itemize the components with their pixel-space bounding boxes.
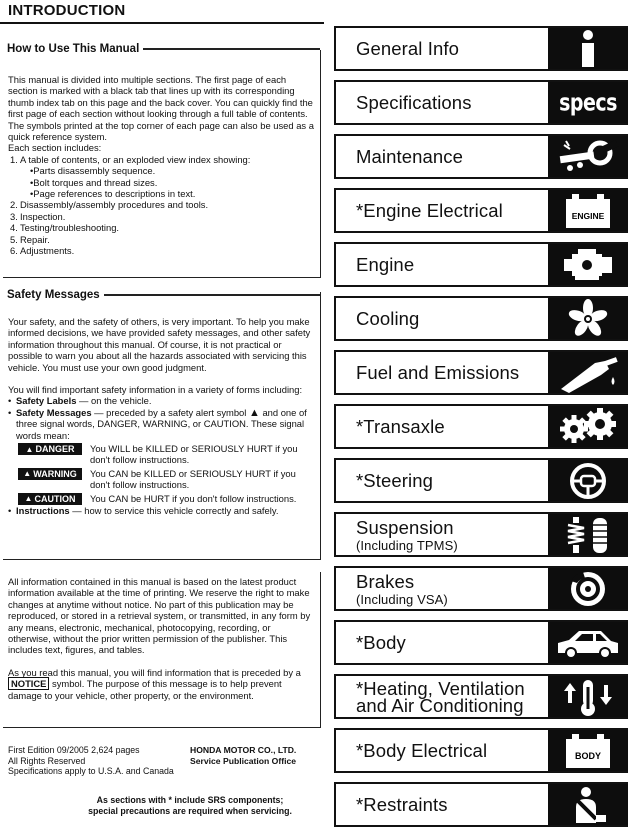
tab-hvac[interactable]: *Heating, Ventilation and Air Conditioning (334, 674, 628, 719)
tab-cooling[interactable]: Cooling (334, 296, 628, 341)
publisher-info: HONDA MOTOR CO., LTD. Service Publication Office (190, 745, 297, 766)
warning-badge: ▲ WARNING (18, 468, 82, 480)
tab-restraints[interactable]: *Restraints (334, 782, 628, 827)
tab-steering[interactable]: *Steering (334, 458, 628, 503)
tab-maintenance[interactable]: Maintenance (334, 134, 628, 179)
tab-engine[interactable]: Engine (334, 242, 628, 287)
thermometer-icon (556, 677, 620, 717)
car-body-icon (555, 623, 621, 663)
tab-body-electrical[interactable]: *Body Electrical BODY (334, 728, 628, 773)
list-item: • Safety Labels — on the vehicle. (8, 395, 314, 406)
fan-icon (567, 299, 609, 339)
info-icon (573, 29, 603, 69)
how-to-use-box (3, 43, 321, 278)
battery-label: ENGINE (571, 210, 605, 221)
fuel-nozzle-icon (555, 353, 621, 393)
battery-label: BODY (574, 750, 602, 761)
how-to-use-heading: How to Use This Manual (7, 43, 143, 55)
list-item: • Instructions — how to service this vehicle correctly and safely. (8, 505, 314, 516)
list-item: 1. A table of contents, or an exploded view index showing: • Parts disassembly sequence. • Bolt torques and thread sizes. • Page references to descriptions in text. (8, 154, 314, 200)
signal-row: ▲ WARNING You CAN be KILLED or SERIOUSLY HURT if you don't follow instructions. (8, 468, 314, 491)
tab-general-info[interactable]: General Info (334, 26, 628, 71)
warning-triangle-icon: ▲ (23, 469, 32, 479)
tab-engine-electrical[interactable]: *Engine Electrical ENGINE (334, 188, 628, 233)
list-item: 4. Testing/troubleshooting. (10, 222, 120, 234)
seatbelt-icon (566, 785, 610, 825)
wrench-icon (556, 137, 620, 177)
instructions-list (8, 505, 314, 516)
tab-transaxle[interactable]: *Transaxle (334, 404, 628, 449)
safety-paragraph: Your safety, and the safety of others, is very important. To help you make informed decisions, we have provided safety messages, and other safety information throughout this manual. Of course, it is not practical or possible to warn you about all the hazards associated with servicing this vehicle. You must use your own good judgment. (8, 316, 311, 373)
forms-intro: You will find important safety information in a variety of forms including: (8, 384, 303, 396)
battery-icon (563, 732, 613, 770)
steering-wheel-icon (568, 461, 608, 501)
sub-list (20, 165, 314, 199)
list-item: 5. Repair. (10, 233, 50, 245)
list-item: • Safety Messages — preceded by a safety alert symbol ▲ and one of three signal words, DANGER, WARNING, or CAUTION. These signal words mean: (8, 407, 314, 441)
title-rule (0, 22, 324, 24)
safety-heading: Safety Messages (7, 289, 104, 301)
gears-icon (556, 407, 620, 447)
safety-forms-list (8, 395, 314, 441)
sections-list (8, 154, 314, 257)
includes-intro: Each section includes: (8, 142, 102, 154)
battery-icon (563, 192, 613, 230)
list-item: 2. Disassembly/assembly procedures and tools. (10, 199, 209, 211)
notice-label: NOTICE (8, 677, 49, 690)
signal-row: ▲ CAUTION You CAN be HURT if you don't follow instructions. (8, 493, 314, 505)
sub-list-item: • Page references to descriptions in text. (30, 188, 314, 199)
how-to-paragraph: This manual is divided into multiple sections. The first page of each section is marked with a black tab that lines up with its corresponding thumb index tab on this page and the back cover. You can quickly find the first page of each section without looking through a full table of contents. The symbols printed at the top corner of each page can also be used as a quick reference system. (8, 74, 314, 143)
edition-info: First Edition 09/2005 2,624 pages All Rights Reserved Specifications apply to U.S.A. and Canada (8, 745, 174, 776)
brake-disc-icon (567, 569, 609, 609)
signal-row: ▲ DANGER You WILL be KILLED or SERIOUSLY HURT if you don't follow instructions. (8, 443, 314, 466)
srs-note: As sections with * include SRS components; special precautions are required when servicing. (88, 795, 292, 816)
notice-paragraph: As you read this manual, you will find information that is preceded by a NOTICE symbol. The purpose of this message is to help prevent damage to your vehicle, other property, or the environment. (8, 666, 301, 701)
tab-body[interactable]: *Body (334, 620, 628, 665)
safety-messages-box (3, 289, 321, 560)
suspension-icon (563, 515, 613, 555)
info-paragraph: All information contained in this manual is based on the latest product information available at the time of printing. We reserve the right to make changes at anytime without notice. No part of this publication may be reproduced, or stored in a retrieval system, or transmitted, in any form by any means, electronic, mechanical, photocopying, recording, or otherwise, without the prior written permission of the publisher. This includes text, figures, and tables. (8, 576, 311, 656)
caution-badge: ▲ CAUTION (18, 493, 82, 505)
list-item: 6. Adjustments. (10, 245, 75, 257)
warning-triangle-icon: ▲ (24, 494, 33, 504)
specs-icon: specs (559, 88, 617, 117)
sub-list-item: • Bolt torques and thread sizes. (30, 177, 314, 188)
info-box (3, 572, 321, 728)
tab-suspension[interactable]: Suspension (Including TPMS) (334, 512, 628, 557)
safety-alert-icon: ▲ (248, 406, 260, 419)
page-title: INTRODUCTION (8, 2, 126, 19)
tab-brakes[interactable]: Brakes (Including VSA) (334, 566, 628, 611)
list-item: 3. Inspection. (10, 210, 66, 222)
engine-icon (560, 246, 616, 284)
danger-badge: ▲ DANGER (18, 443, 82, 455)
warning-triangle-icon: ▲ (25, 444, 34, 454)
tab-specifications[interactable]: Specifications specs (334, 80, 628, 125)
tab-fuel-emissions[interactable]: Fuel and Emissions (334, 350, 628, 395)
sub-list-item: • Parts disassembly sequence. (30, 165, 314, 176)
